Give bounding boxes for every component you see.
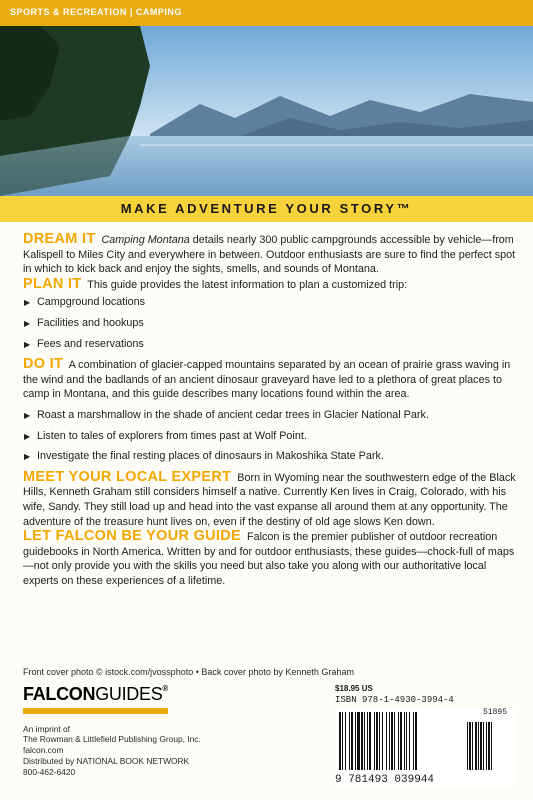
list-item: ▶ Campground locations — [23, 295, 519, 310]
barcode-bar — [374, 712, 375, 770]
list-item: ▶ Facilities and hookups — [23, 316, 519, 331]
falcon-section — [23, 529, 519, 588]
category-bar — [0, 0, 533, 26]
do-heading: DO IT — [23, 356, 64, 373]
barcode-bar — [367, 712, 368, 770]
imprint-line: The Rowman & Littlefield Publishing Group, Inc. — [23, 734, 201, 745]
barcode-bar — [400, 712, 402, 770]
expert-section — [23, 470, 519, 529]
list-item: ▶ Roast a marshmallow in the shade of ancient cedar trees in Glacier National Park. — [23, 408, 519, 423]
barcode — [335, 708, 515, 774]
barcode-addon-bar — [469, 722, 471, 770]
barcode-area — [335, 682, 515, 802]
plan-list — [23, 295, 519, 351]
barcode-bar — [391, 712, 393, 770]
dream-heading: DREAM IT — [23, 231, 96, 247]
barcode-bar — [342, 712, 343, 770]
imprint-line: falcon.com — [23, 744, 64, 755]
description-panel — [0, 222, 533, 800]
barcode-bar — [389, 712, 390, 770]
description-body — [23, 232, 519, 588]
barcode-addon-bar — [475, 722, 477, 770]
photo-credits: Front cover photo © istock.com/jvossphoto • Back cover photo by Kenneth Graham — [23, 667, 354, 677]
falcon-text: Falcon is the premier publisher of outdoor recreation guidebooks in North America. Written by and for outdoor enthusiasts, these guides—chock-full of maps—not only provide you with the skills you need but also take you along with our authoritative local experts on these experiences of a lifetime. — [23, 531, 515, 587]
barcode-bar — [339, 712, 341, 770]
barcode-addon: 51895 — [482, 708, 507, 717]
logo-part2: GUIDES — [95, 684, 163, 704]
barcode-bar — [361, 712, 363, 770]
tagline-banner — [0, 196, 533, 222]
barcode-bar — [355, 712, 356, 770]
list-item: ▶ Investigate the final resting places of dinosaurs in Makoshika State Park. — [23, 449, 519, 464]
dream-section — [23, 232, 519, 277]
logo-part1: FALCON — [23, 684, 96, 704]
tagline: MAKE ADVENTURE YOUR STORY™ — [120, 201, 413, 216]
barcode-bar — [382, 712, 383, 770]
barcode-bar — [369, 712, 371, 770]
barcode-bar — [406, 712, 407, 770]
barcode-addon-bar — [467, 722, 468, 770]
barcode-bar — [398, 712, 399, 770]
isbn: ISBN 978-1-4930-3994-4 — [335, 695, 454, 705]
barcode-addon-bar — [480, 722, 482, 770]
barcode-bar — [351, 712, 353, 770]
barcode-addon-bar — [488, 722, 490, 770]
barcode-addon-bar — [478, 722, 479, 770]
barcode-bar — [386, 712, 387, 770]
expert-text: Born in Wyoming near the southwestern edge of the Black Hills, Kenneth Graham still considers himself a native. Currently Ken lives in Craig, Colorado, with his wife, Sandy. They still load up and head into the vast expanse all around them at any opportunity. The adventure of the treasure hunt lives on, even if the destiny of old age slows Ken down. — [23, 471, 516, 528]
imprint-line: An imprint of — [23, 724, 71, 734]
barcode-bars — [335, 708, 515, 774]
imprint-line: Distributed by NATIONAL BOOK NETWORK — [23, 756, 190, 767]
expert-heading: MEET YOUR LOCAL EXPERT — [23, 468, 232, 485]
barcode-bar — [376, 712, 378, 770]
barcode-bar — [394, 712, 395, 770]
barcode-bar — [345, 712, 346, 770]
barcode-addon-bar — [472, 722, 473, 770]
plan-heading: PLAN IT — [23, 275, 82, 292]
barcode-bar — [404, 712, 405, 770]
barcode-bar — [349, 712, 350, 770]
barcode-addon-bar — [491, 722, 492, 770]
plan-section — [23, 277, 519, 293]
barcode-addon-bar — [486, 722, 487, 770]
do-text: A combination of glacier-capped mountains separated by an ocean of prairie grass waving in the wind and the badlands of an ancient dinosaur graveyard have led to a plethora of great places to camp in Montana, and this guide describes many locations found within the area. — [23, 359, 511, 401]
imprint-line: 800-462-6420 — [23, 766, 76, 777]
barcode-digits: 9 781493 039944 — [335, 774, 515, 786]
barcode-addon-bar — [483, 722, 484, 770]
plan-text: This guide provides the latest information to plan a customized trip: — [84, 278, 408, 291]
barcode-bar — [357, 712, 360, 770]
category-label: SPORTS & RECREATION | CAMPING — [10, 7, 182, 17]
lake-photo — [0, 26, 533, 196]
falcon-guides-logo — [23, 684, 168, 706]
do-section — [23, 357, 519, 402]
do-list — [23, 408, 519, 464]
price: $18.95 US — [335, 684, 373, 693]
barcode-bar — [364, 712, 365, 770]
book-title: Camping Montana — [101, 234, 190, 246]
barcode-bar — [413, 712, 414, 770]
list-item: ▶ Listen to tales of explorers from times past at Wolf Point. — [23, 429, 519, 444]
barcode-bar — [379, 712, 380, 770]
logo-underline — [23, 708, 168, 714]
barcode-bar — [409, 712, 410, 770]
list-item: ▶ Fees and reservations — [23, 337, 519, 352]
falcon-heading: LET FALCON BE YOUR GUIDE — [23, 528, 242, 545]
barcode-bar — [415, 712, 417, 770]
logo-registered-mark: ® — [162, 684, 169, 693]
dream-text: details nearly 300 public campgrounds accessible by vehicle—from Kalispell to Miles City and everywhere in between. Outdoor enthusiasts are sure to find the perfect spot in which to kick back and enjoy the sights, smells, and sounds of Montana. — [23, 234, 516, 276]
publisher-imprint — [23, 724, 201, 777]
